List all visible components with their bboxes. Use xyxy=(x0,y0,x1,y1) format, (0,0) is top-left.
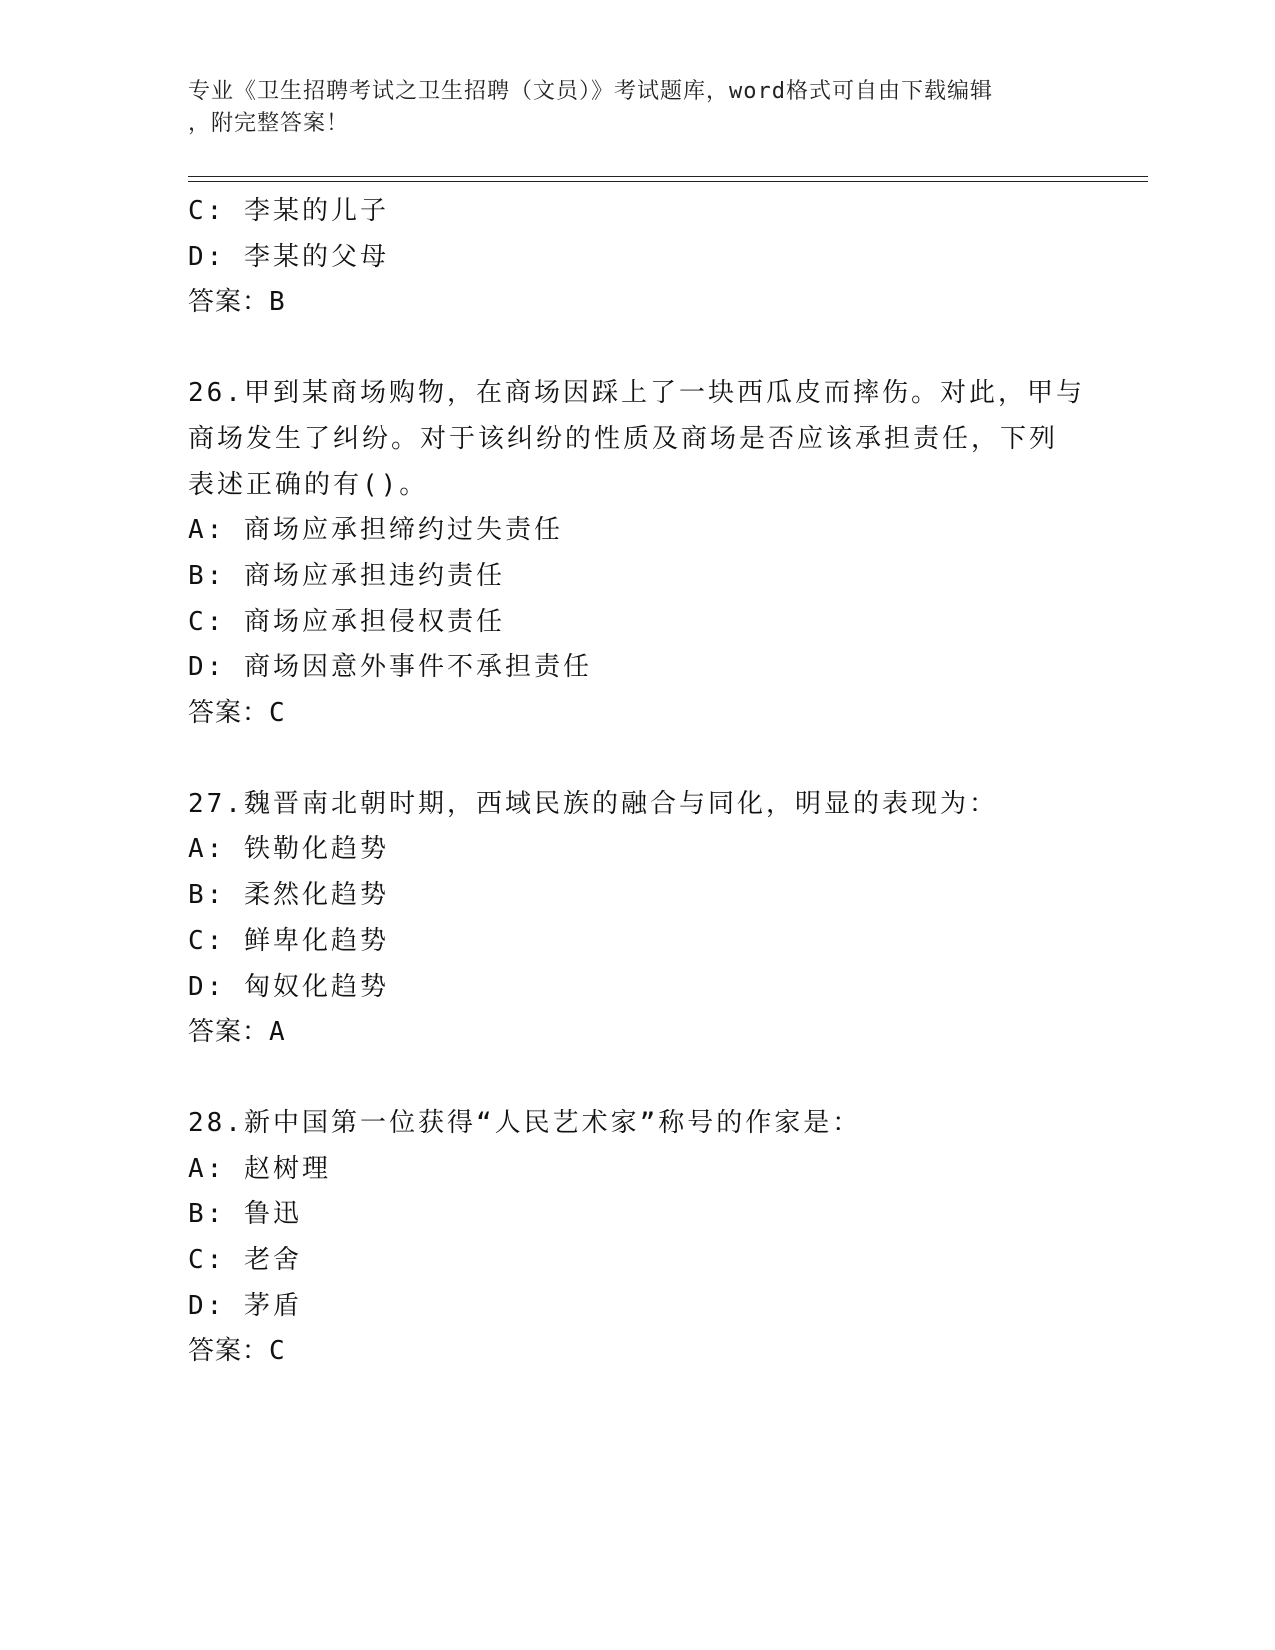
question-gap xyxy=(188,326,1088,371)
answer-value: A xyxy=(269,1017,286,1048)
option-b: B: 柔然化趋势 xyxy=(188,880,389,911)
option-d: D: 匈奴化趋势 xyxy=(188,971,389,1002)
header-divider-bottom xyxy=(188,181,1148,182)
option-d: D: 李某的父母 xyxy=(188,241,389,272)
question-list xyxy=(188,189,1088,1375)
question-25-tail xyxy=(188,189,1088,326)
answer-label: 答案： xyxy=(188,287,270,318)
option-c: C: 商场应承担侵权责任 xyxy=(188,606,505,637)
question-stem-line: 商场发生了纠纷。对于该纠纷的性质及商场是否应该承担责任，下列 xyxy=(188,423,1059,454)
option-b: B: 商场应承担违约责任 xyxy=(188,560,505,591)
answer-value: C xyxy=(269,1336,286,1367)
question-26 xyxy=(188,371,1088,737)
option-b: B: 鲁迅 xyxy=(188,1199,302,1230)
option-c: C: 李某的儿子 xyxy=(188,196,389,226)
option-d: D: 茅盾 xyxy=(188,1290,302,1321)
option-c: C: 老舍 xyxy=(188,1245,302,1276)
question-27 xyxy=(188,782,1088,1056)
answer-label: 答案： xyxy=(188,698,270,729)
answer-line xyxy=(188,1010,1088,1056)
question-stem-line: 28.新中国第一位获得“人民艺术家”称号的作家是： xyxy=(188,1107,862,1138)
document-header xyxy=(188,76,1088,140)
header-divider-top xyxy=(188,176,1148,177)
answer-value: B xyxy=(269,287,286,318)
option-c: C: 鲜卑化趋势 xyxy=(188,925,389,956)
header-title-line-1: 专业《卫生招聘考试之卫生招聘（文员）》考试题库，word格式可自由下载编辑 xyxy=(188,79,993,104)
option-a: A: 商场应承担缔约过失责任 xyxy=(188,515,563,546)
question-28 xyxy=(188,1101,1088,1375)
question-stem-line: 27.魏晋南北朝时期，西域民族的融合与同化，明显的表现为： xyxy=(188,788,998,819)
option-a: A: 铁勒化趋势 xyxy=(188,834,389,865)
header-title-line-2: ，附完整答案！ xyxy=(188,111,350,136)
question-stem-line: 表述正确的有()。 xyxy=(188,469,429,500)
question-gap xyxy=(188,737,1088,782)
answer-line xyxy=(188,1329,1088,1375)
option-a: A: 赵树理 xyxy=(188,1153,331,1184)
answer-line xyxy=(188,691,1088,737)
answer-value: C xyxy=(269,698,286,729)
option-d: D: 商场因意外事件不承担责任 xyxy=(188,652,592,683)
question-stem-line: 26.甲到某商场购物，在商场因踩上了一块西瓜皮而摔伤。对此，甲与 xyxy=(188,378,1085,409)
answer-line xyxy=(188,280,1088,326)
answer-label: 答案： xyxy=(188,1336,270,1367)
question-gap xyxy=(188,1056,1088,1101)
answer-label: 答案： xyxy=(188,1017,270,1048)
